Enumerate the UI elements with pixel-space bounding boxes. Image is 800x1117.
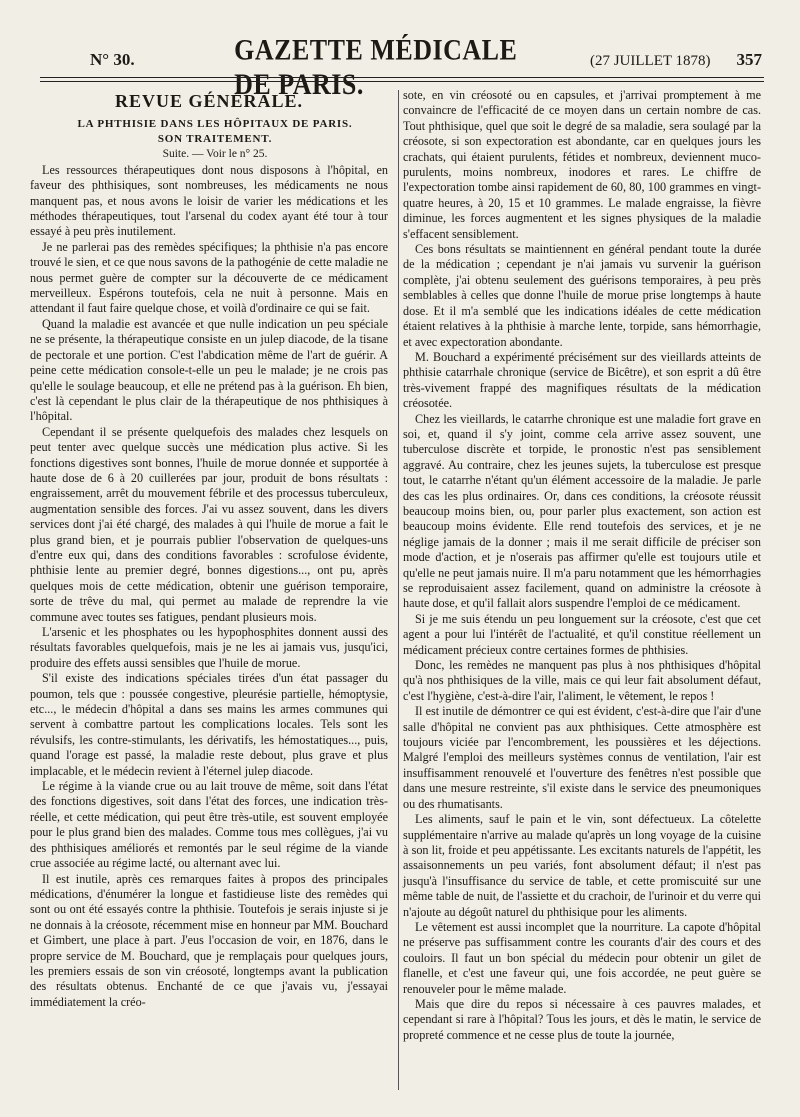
paragraph: Quand la maladie est avancée et que nulle indication un peu spéciale ne se présente, la thérapeutique consiste en un julep diacode, de la tisane de pectorale et une portion. C'est l'abdication même de l'art de guérir. A peine cette médication console-t-elle un peu le malade; je ne crois pas qu'elle le soulage beaucoup, et elle ne prétend pas à la guérison. Eh bien, c'est là cependant le plus clair de la thérapeutique de nos phthisiques à l'hôpital. [30, 316, 388, 424]
left-column [30, 88, 388, 1010]
section-title: REVUE GÉNÉRALE. [114, 91, 304, 111]
paragraph: Donc, les remèdes ne manquent pas plus à nos phthisiques d'hôpital qu'à nos phthisiques de la ville, mais ce qui leur fait absolument défaut, c'est l'hygiène, c'est-à-dire l'air, l'aliment, le vêtement, le repos ! [403, 658, 761, 703]
paragraph: M. Bouchard a expérimenté précisément sur des vieillards atteints de phthisie catarrhale chronique (service de Bicêtre), et son esprit a dû être très-vivement frappé des magnifiques résultats de la médication créosotée. [403, 349, 761, 411]
column-separator [398, 90, 399, 1090]
paragraph: Le vêtement est aussi incomplet que la nourriture. La capote d'hôpital ne préserve pas suffisamment contre les courants d'air des cours et des couloirs. Il faut un bon spécial du médecin pour obtenir un gilet de flanelle, et c'est une faveur qui, une fois accordée, ne peut guère se renouveler pour le même malade. [403, 919, 761, 996]
paragraph: sote, en vin créosoté ou en capsules, et j'arrivai promptement à me convaincre de l'efficacité de ce moyen dans un certain nombre de cas. Tout phthisique, quel que soit le degré de sa maladie, sera soulagé par la créosote, si son expectoration est abondante, car en quelques jours les crachats, qui étaient purulents, fétides et nombreux, deviennent muco-purulents, moins nombreux, inodores et rares. Le chiffre de l'expectoration tombe ainsi rapidement de 60, 80, 100 grammes en vingt-quatre heures, à 20, 15 et 10 grammes. Le malade engraisse, la fièvre diminue, les forces augmentent et les signes physiques de la maladie s'effacent sensiblement. [403, 88, 761, 241]
paragraph: Si je me suis étendu un peu longuement sur la créosote, c'est que cet agent a pour lui l'intérêt de l'actualité, et qu'il constitue réellement un médicament précieux contre certaines formes de phthisies. [403, 611, 761, 657]
article-subtitle: LA PHTHISIE DANS LES HÔPITAUX DE PARIS. [77, 118, 353, 131]
paragraph: Chez les vieillards, le catarrhe chronique est une maladie fort grave en soi, et, quand il s'y joint, comme cela arrive assez souvent, une tuberculose discrète et torpide, le pronostic n'est pas sensiblement aggravé. Au contraire, chez les jeunes sujets, la tuberculose est presque tout, le catarrhe n'étant qu'un élément accessoire de la maladie. Je parle des cas les plus ordinaires. Or, dans ces conditions, la créosote réussit beaucoup moins bien, ou, pour parler plus exactement, son action est beaucoup moins évidente. Elle rend toutefois des services, et je ne néglige jamais de la donner ; mais il me serait difficile de préciser son mode d'action, et je n'oserais pas affirmer qu'elle est toujours utile et qu'elle ne peut jamais nuire. Il m'a paru notamment que les hémorrhagies se reproduisaient assez facilement, quand on administre la créosote à haute dose, et qu'il fallait alors suspendre l'emploi de ce médicament. [403, 411, 761, 611]
page-number: 357 [736, 50, 762, 69]
paragraph: Les aliments, sauf le pain et le vin, sont défectueux. La côtelette supplémentaire n'arrive au malade qu'après un long voyage de la cuisine à son lit, froide et peu appétissante. Les excitants naturels de l'appétit, les assaisonnements un peu variés, font absolument défaut; il n'est pas jusqu'à l'insuffisance du service de table, et cette promiscuité sur une même table de nuit, de l'assiette et du crachoir, de l'urinoir et du verre qui n'ajoute au dégoût naturel du phthisique pour les aliments. [403, 812, 761, 919]
paragraph: Le régime à la viande crue ou au lait trouve de même, soit dans l'état des fonctions digestives, soit dans l'état des forces, une indication très-réelle, et cette médication, qui peut être très-utile, est souvent employée pour le plus grand bien des malades. Comme tous mes collègues, j'ai vu des phthisiques améliorés et remontés par le seul régime de la viande crue associée au régime lacté, ou alternant avec lui. [30, 779, 388, 871]
paragraph: Je ne parlerai pas des remèdes spécifiques; la phthisie n'a pas encore trouvé le sien, et ce que nous savons de la pathogénie de cette maladie ne nous permet guère de compter sur la découverte de ce médicament merveilleux. Espérons toutefois, cela ne nuit à personne. Mais en attendant il faut faire quelque chose, et voilà d'ordinaire ce qui se fait. [30, 239, 388, 316]
paragraph: Cependant il se présente quelquefois des malades chez lesquels on peut tenter avec quelque succès une médication plus active. Si les fonctions digestives sont bonnes, l'huile de morue donnée et supportée à haute dose de 6 à 20 cuillerées par jour, produit de bons résultats : engraissement, arrêt du mouvement fébrile et des processus tuberculeux, augmentation sensible des forces. J'ai vu assez souvent, dans les divers services dont j'ai été chargé, des malades à qui l'huile de morue a fait le plus grand bien, et je pourrais publier l'observation de quelques-uns d'entre eux qui, dans des conditions favorables : scrofulose évidente, phthisie lente au premier degré, bonnes digestions..., ont pu, après quelques mois de cette médication, obtenir une guérison temporaire, sorte de trêve du mal, qui permet au malade de reprendre la vie commune avec toutes ses fatigues, pendant plusieurs mois. [30, 424, 388, 624]
journal-title: GAZETTE MÉDICALE DE PARIS. [234, 33, 518, 101]
paragraph: L'arsenic et les phosphates ou les hypophosphites donnent aussi des résultats favorables quelquefois, mais je ne les ai jamais vus, jusqu'ici, produire des effets aussi sensibles que l'huile de morue. [30, 625, 388, 670]
paragraph: Ces bons résultats se maintiennent en général pendant toute la durée de la médication ; cependant je n'ai jamais vu survenir la guérison complète, j'ai obtenu seulement des guérisons temporaires, à peu près semblables à celles que donne l'huile de morue prise longtemps à haute dose. Et il m'a semblé que les indications idéales de cette médication étaient relatives à la phthisie à marche lente, torpide, sans hémorrhagie, et avec expectoration abondante. [403, 242, 761, 349]
issue-number: N° 30. [90, 50, 135, 69]
right-column [403, 88, 761, 1043]
paragraph: S'il existe des indications spéciales tirées d'un état passager du poumon, tels que : poussée congestive, pleurésie partielle, hémoptysie, etc..., le médecin d'hôpital a dans ses mains les armes communes qui servent à combattre partout les complications locales. Tels sont les révulsifs, les contre-stimulants, les dérivatifs, les hémostatiques..., puis, quand l'orage est passé, la maladie reste debout, plus grave et plus implacable, et le médecin revient à l'éternel julep diacode. [30, 671, 388, 778]
paragraph: Les ressources thérapeutiques dont nous disposons à l'hôpital, en faveur des phthisiques, sont nombreuses, les médicaments ne nous manquent pas, et nous avons le loisir de varier les médications et les méthodes thérapeutiques, tout l'arsenal du codex ayant été tour à tour essayé à peu près inutilement. [30, 162, 388, 239]
paragraph: Il est inutile, après ces remarques faites à propos des principales médications, d'énumérer la longue et fastidieuse liste des remèdes qui sont ou ont été essayés contre la phthisie. Toutefois je serais injuste si je ne donnais à la créosote, récemment mise en honneur par MM. Bouchard et Gimbert, une place à part. J'eus l'occasion de voir, en 1876, dans le propre service de M. Bouchard, que je remplaçais pour quelques jours, les premiers essais de son vin créosoté, longtemps avant la publication des résultats obtenus. Enchanté de ce que j'avais vu, j'essayai immédiatement la créo- [30, 871, 388, 1009]
paragraph: Mais que dire du repos si nécessaire à ces pauvres malades, et cependant si rare à l'hôpital? Tous les jours, et dès le matin, le service de propreté commence et ne cesse plus de toute la journée, [403, 996, 761, 1042]
issue-date: (27 JUILLET 1878) [589, 53, 711, 69]
continuation-note: Suite. — Voir le n° 25. [162, 148, 268, 161]
header-rule [40, 77, 764, 82]
paragraph: Il est inutile de démontrer ce qui est évident, c'est-à-dire que l'air d'une salle d'hôpital ne convient pas aux phthisiques. Cette atmosphère est toujours viciée par l'encombrement, les poussières et les déjections. Malgré l'emploi des meilleurs systèmes connus de ventilation, l'air est insuffisamment renouvelé et l'ouverture des fenêtres n'est possible que dans une mesure restreinte, s'il existe dans le service des pneumoniques ou des rhumatisants. [403, 704, 761, 811]
article-subtitle-2: SON TRAITEMENT. [157, 133, 273, 146]
